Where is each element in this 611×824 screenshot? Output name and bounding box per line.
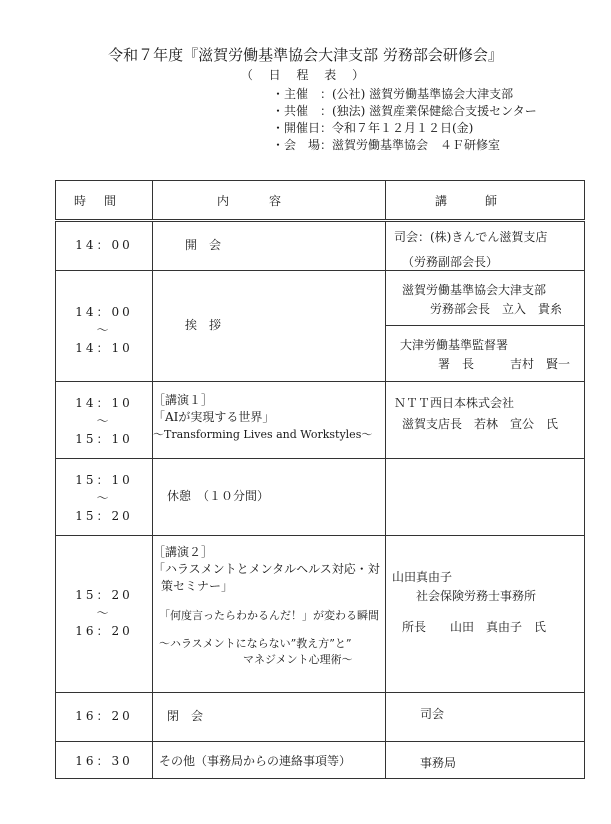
content-cell: 挨 拶 [153,271,386,382]
lecturer-cell: 滋賀労働基準協会大津支部 労務部会長 立入 貴糸 大津労働基準監督署 署 長 吉村 賢一 [386,271,585,382]
lecturer-cell: 山田真由子 社会保険労務士事務所 所長 山田 真由子 氏 [386,536,585,693]
content-cell: 閉 会 [153,693,386,742]
lecturer-cell: 司会 [386,693,585,742]
time-cell: 14：10 〜 15：10 [56,382,153,459]
header-row [56,181,585,221]
table-row [56,742,585,779]
header-content: 内容 [153,181,386,221]
schedule-table [55,180,585,779]
co-organizer-line: ・共催 ：(独法) 滋賀産業保健総合支援センター [272,104,537,118]
time-cell: 14：00 〜 14：10 [56,271,153,382]
lecturer-cell: ＮＴＴ西日本株式会社 滋賀支店長 若林 宣公 氏 [386,382,585,459]
document-subtitle: （ 日 程 表 ） [240,68,371,82]
document-title: 令和７年度『滋賀労働基準協会大津支部 労務部会研修会』 [108,46,503,64]
content-cell: ［講演２］ 「ハラスメントとメンタルヘルス対応・対 策セミナー」 「何度言ったらわかるんだ！」が変わる瞬間 〜ハラスメントにならない”教え方”と” マネジメント心理術〜 [153,536,386,693]
content-cell: その他（事務局からの連絡事項等） [153,742,386,779]
time-cell: 15：10 〜 15：20 [56,459,153,536]
date-line: ・開催日：令和７年１２月１２日(金) [272,121,474,135]
table-row [56,271,585,382]
venue-line: ・会 場：滋賀労働基準協会 ４Ｆ研修室 [272,138,501,152]
table-row [56,693,585,742]
time-cell: 16：30 [56,742,153,779]
header-time: 時間 [56,181,153,221]
lecturer-cell [386,459,585,536]
lecturer-cell: 司会：(株)きんでん滋賀支店 （労務副部会長） [386,221,585,271]
table-row [56,459,585,536]
content-cell: 開 会 [153,221,386,271]
time-cell: 14：00 [56,221,153,271]
time-cell: 16：20 [56,693,153,742]
content-cell: ［講演１］ 「AIが実現する世界」 〜Transforming Lives and Workstyles〜 [153,382,386,459]
table-row [56,382,585,459]
table-row [56,221,585,271]
lecturer-cell: 事務局 [386,742,585,779]
event-info [272,86,537,154]
table-row [56,536,585,693]
organizer-line: ・主催 ：(公社) 滋賀労働基準協会大津支部 [272,87,514,101]
header-lecturer: 講師 [386,181,585,221]
time-cell: 15：20 〜 16：20 [56,536,153,693]
content-cell: 休憩 （１０分間） [153,459,386,536]
